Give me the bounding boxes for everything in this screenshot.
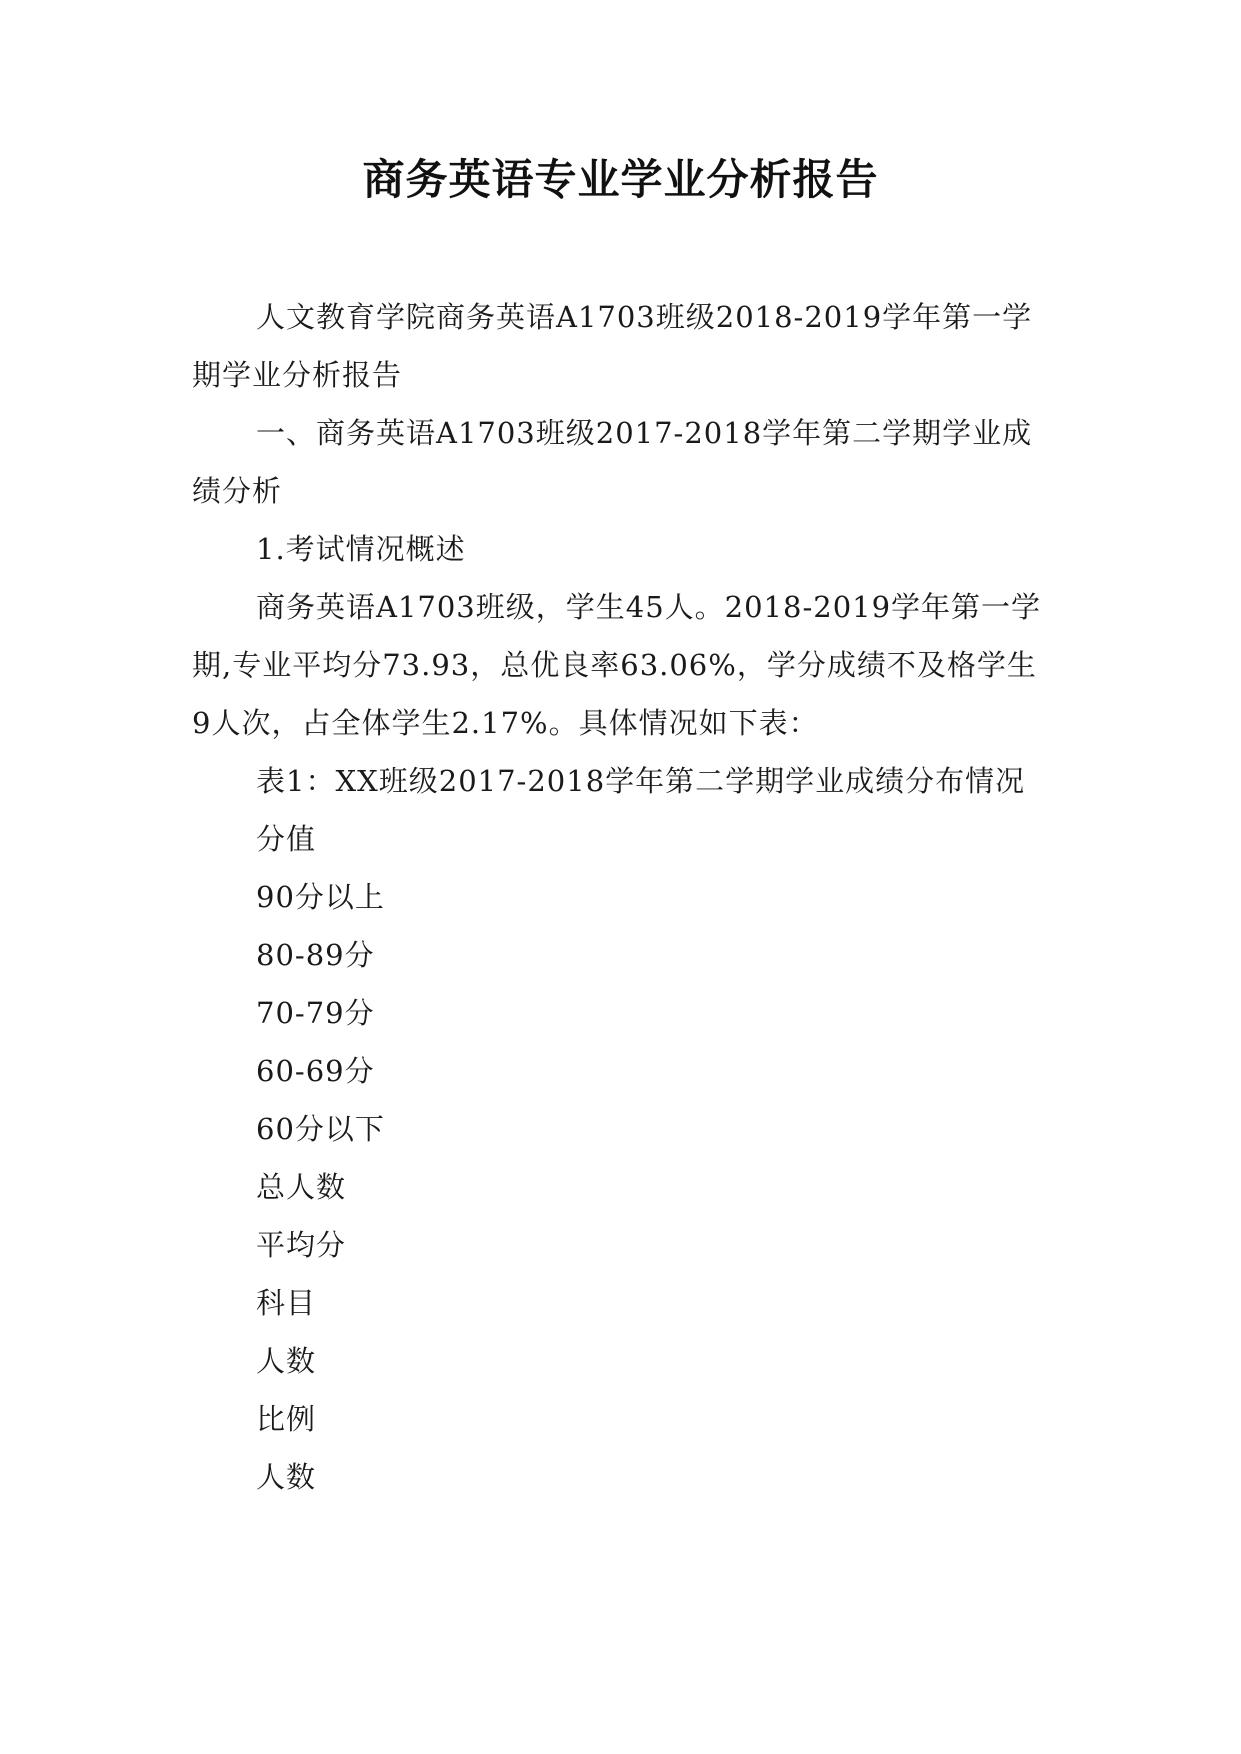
list-item: 比例 [256, 1402, 317, 1436]
section-heading: 一、商务英语A1703班级2017-2018学年第二学期学业成绩分析 [192, 416, 1033, 508]
subsection-heading: 1.考试情况概述 [256, 532, 466, 566]
list-item: 人数 [256, 1344, 317, 1378]
list-item: 分值 [256, 822, 317, 856]
table-items-list [192, 810, 1054, 1506]
list-item: 90分以上 [256, 880, 385, 914]
page-title: 商务英语专业学业分析报告 [362, 155, 879, 204]
list-item: 80-89分 [256, 938, 375, 972]
intro-paragraph: 人文教育学院商务英语A1703班级2018-2019学年第一学期学业分析报告 [192, 300, 1033, 392]
list-item: 平均分 [256, 1228, 347, 1262]
list-item: 人数 [256, 1460, 317, 1494]
list-item: 60-69分 [256, 1054, 375, 1088]
overview-paragraph: 商务英语A1703班级，学生45人。2018-2019学年第一学期,专业平均分73.93，总优良率63.06%，学分成绩不及格学生9人次，占全体学生2.17%。具体情况如下表： [192, 590, 1042, 740]
document-body [192, 288, 1054, 1506]
list-item: 总人数 [256, 1170, 347, 1204]
list-item: 科目 [256, 1286, 317, 1320]
table-caption: 表1：XX班级2017-2018学年第二学期学业成绩分布情况 [256, 764, 1026, 798]
list-item: 60分以下 [256, 1112, 385, 1146]
list-item: 70-79分 [256, 996, 375, 1030]
